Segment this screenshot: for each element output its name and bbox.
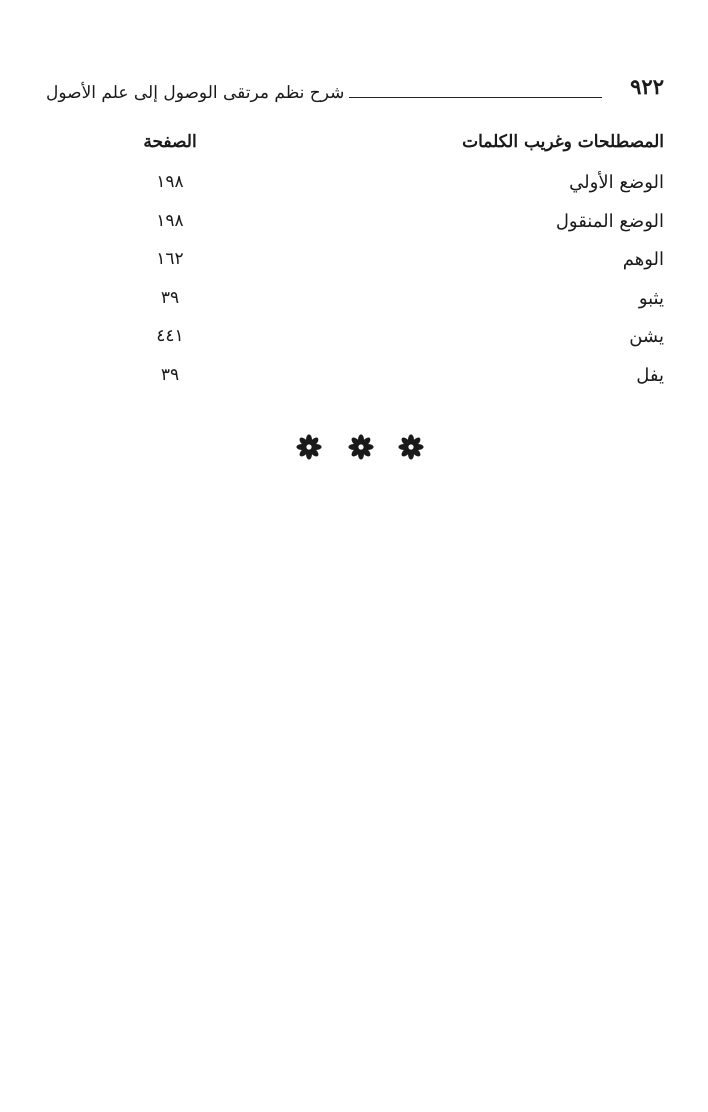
header-rule [349,97,602,98]
index-term: الوهم [622,249,664,270]
index-page-ref: ٤٤١ [156,326,184,346]
terms-index [140,128,664,399]
index-page-ref: ٣٩ [160,287,180,308]
index-row [140,168,664,207]
index-row [140,245,664,284]
index-term: يشن [629,326,664,347]
index-row [140,361,664,400]
page-number: ٩٢٢ [630,74,664,99]
index-page-ref: ٣٩ [160,364,180,385]
flower-ornament-icon [296,434,322,460]
index-page-ref: ١٩٨ [156,172,184,192]
running-title: شرح نظم مرتقى الوصول إلى علم الأصول [46,83,345,103]
index-row [140,207,664,246]
running-header [46,74,664,108]
term-column-heading: المصطلحات وغريب الكلمات [462,132,664,152]
index-term: الوضع الأولي [569,172,664,193]
index-term: يفل [636,364,664,386]
section-end-ornaments [0,434,708,464]
index-page-ref: ١٩٨ [156,210,184,231]
index-row [140,284,664,323]
index-term: يثبو [638,287,664,309]
index-header-row [140,128,664,168]
index-page-ref: ١٦٢ [156,249,184,269]
index-term: الوضع المنقول [555,210,664,232]
index-row [140,322,664,361]
flower-ornament-icon [398,434,424,460]
page-column-heading: الصفحة [143,132,197,152]
flower-ornament-icon [348,434,374,460]
